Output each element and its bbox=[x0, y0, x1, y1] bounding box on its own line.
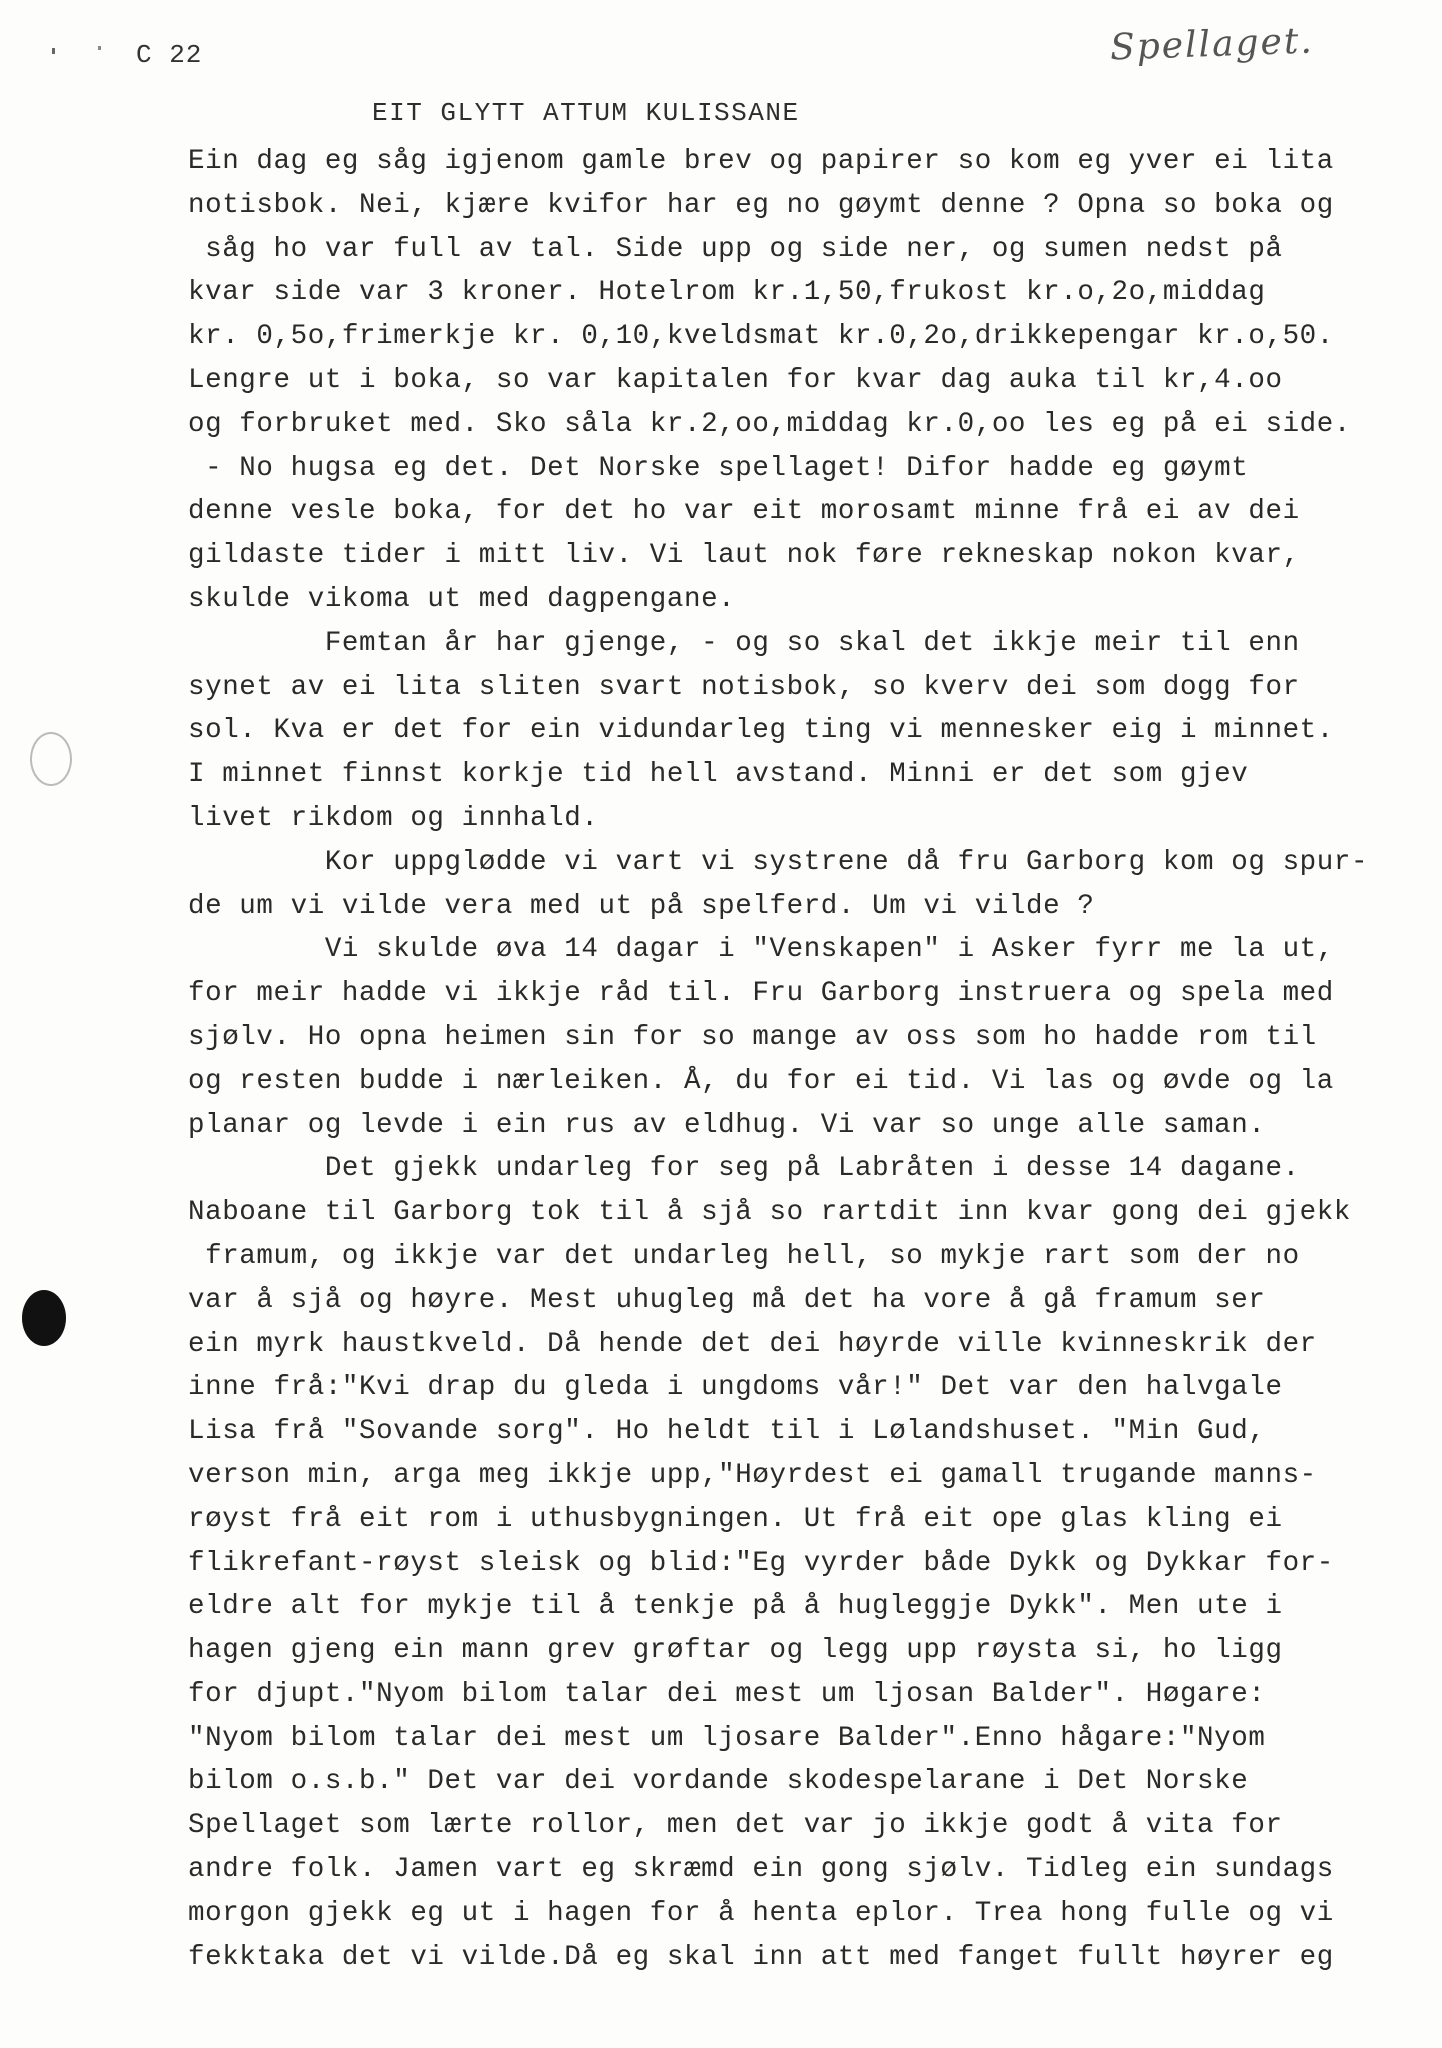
text-line: sol. Kva er det for ein vidundarleg ting vi mennesker eig i minnet. bbox=[188, 715, 1334, 747]
text-line: såg ho var full av tal. Side upp og side ner, og sumen nedst på bbox=[188, 233, 1283, 265]
text-line: var å sjå og høyre. Mest uhugleg må det ha vore å gå framum ser bbox=[188, 1284, 1266, 1316]
text-line: I minnet finnst korkje tid hell avstand. Minni er det som gjev bbox=[188, 759, 1249, 791]
scan-mark bbox=[52, 48, 55, 54]
text-line: gildaste tider i mitt liv. Vi laut nok føre rekneskap nokon kvar, bbox=[188, 540, 1300, 572]
text-line: Spellaget som lærte rollor, men det var jo ikkje godt å vita for bbox=[188, 1810, 1283, 1842]
archive-code: C 22 bbox=[136, 40, 203, 70]
text-line: framum, og ikkje var det undarleg hell, so mykje rart som der no bbox=[188, 1240, 1300, 1272]
text-line: Lisa frå "Sovande sorg". Ho heldt til i Lølandshuset. "Min Gud, bbox=[188, 1416, 1266, 1448]
text-line: bilom o.s.b." Det var dei vordande skodespelarane i Det Norske bbox=[188, 1766, 1249, 1798]
text-line: Lengre ut i boka, so var kapitalen for kvar dag auka til kr,4.oo bbox=[188, 364, 1283, 396]
text-line: morgon gjekk eg ut i hagen for å henta eplor. Trea hong fulle og vi bbox=[188, 1897, 1334, 1929]
text-line: "Nyom bilom talar dei mest um ljosare Balder".Enno hågare:"Nyom bbox=[188, 1722, 1266, 1754]
text-line: planar og levde i ein rus av eldhug. Vi var so unge alle saman. bbox=[188, 1109, 1266, 1141]
text-line: Vi skulde øva 14 dagar i "Venskapen" i Asker fyrr me la ut, bbox=[188, 934, 1334, 966]
text-line: fekktaka det vi vilde.Då eg skal inn att med fanget fullt høyrer eg bbox=[188, 1941, 1334, 1973]
scan-mark bbox=[98, 46, 101, 50]
punch-hole-icon bbox=[30, 732, 72, 786]
text-line: Naboane til Garborg tok til å sjå so rartdit inn kvar gong dei gjekk bbox=[188, 1197, 1351, 1229]
text-line: røyst frå eit rom i uthusbygningen. Ut frå eit ope glas kling ei bbox=[188, 1503, 1283, 1535]
text-line: inne frå:"Kvi drap du gleda i ungdoms vår!" Det var den halvgale bbox=[188, 1372, 1283, 1404]
text-line: synet av ei lita sliten svart notisbok, so kverv dei som dogg for bbox=[188, 671, 1300, 703]
text-line: og resten budde i nærleiken. Å, du for ei tid. Vi las og øvde og la bbox=[188, 1065, 1334, 1097]
handwritten-note: Spellaget. bbox=[1109, 20, 1315, 69]
text-line: andre folk. Jamen vart eg skræmd ein gong sjølv. Tidleg ein sundags bbox=[188, 1854, 1334, 1886]
text-line: og forbruket med. Sko såla kr.2,oo,middag kr.0,oo les eg på ei side. bbox=[188, 408, 1351, 440]
text-line: Kor uppglødde vi vart vi systrene då fru Garborg kom og spur- bbox=[188, 846, 1369, 878]
text-line: hagen gjeng ein mann grev grøftar og legg upp røysta si, ho ligg bbox=[188, 1635, 1283, 1667]
text-line: for djupt."Nyom bilom talar dei mest um ljosan Balder". Høgare: bbox=[188, 1678, 1266, 1710]
text-line: - No hugsa eg det. Det Norske spellaget! Difor hadde eg gøymt bbox=[188, 452, 1249, 484]
text-line: eldre alt for mykje til å tenkje på å hugleggje Dykk". Men ute i bbox=[188, 1591, 1283, 1623]
text-line: sjølv. Ho opna heimen sin for so mange av oss som ho hadde rom til bbox=[188, 1021, 1317, 1053]
body-text bbox=[188, 140, 1428, 1979]
text-line: Femtan år har gjenge, - og so skal det ikkje meir til enn bbox=[188, 627, 1300, 659]
text-line: Ein dag eg såg igjenom gamle brev og papirer so kom eg yver ei lita bbox=[188, 146, 1334, 177]
text-line: de um vi vilde vera med ut på spelferd. Um vi vilde ? bbox=[188, 890, 1095, 922]
document-title: EIT GLYTT ATTUM KULISSANE bbox=[372, 98, 800, 128]
text-line: denne vesle boka, for det ho var eit morosamt minne frå ei av dei bbox=[188, 496, 1300, 528]
text-line: ein myrk haustkveld. Då hende det dei høyrde ville kvinneskrik der bbox=[188, 1328, 1317, 1360]
text-line: for meir hadde vi ikkje råd til. Fru Garborg instruera og spela med bbox=[188, 978, 1334, 1010]
text-line: kvar side var 3 kroner. Hotelrom kr.1,50,frukost kr.o,2o,middag bbox=[188, 277, 1266, 309]
text-line: flikrefant-røyst sleisk og blid:"Eg vyrder både Dykk og Dykkar for- bbox=[188, 1547, 1334, 1579]
text-line: notisbok. Nei, kjære kvifor har eg no gøymt denne ? Opna so boka og bbox=[188, 189, 1334, 221]
text-line: Det gjekk undarleg for seg på Labråten i desse 14 dagane. bbox=[188, 1153, 1300, 1185]
text-line: kr. 0,5o,frimerkje kr. 0,10,kveldsmat kr.0,2o,drikkepengar kr.o,50. bbox=[188, 321, 1334, 353]
punch-hole-icon bbox=[22, 1290, 66, 1346]
text-line: verson min, arga meg ikkje upp,"Høyrdest ei gamall trugande manns- bbox=[188, 1459, 1317, 1491]
text-line: livet rikdom og innhald. bbox=[188, 802, 599, 834]
text-line: skulde vikoma ut med dagpengane. bbox=[188, 583, 736, 615]
